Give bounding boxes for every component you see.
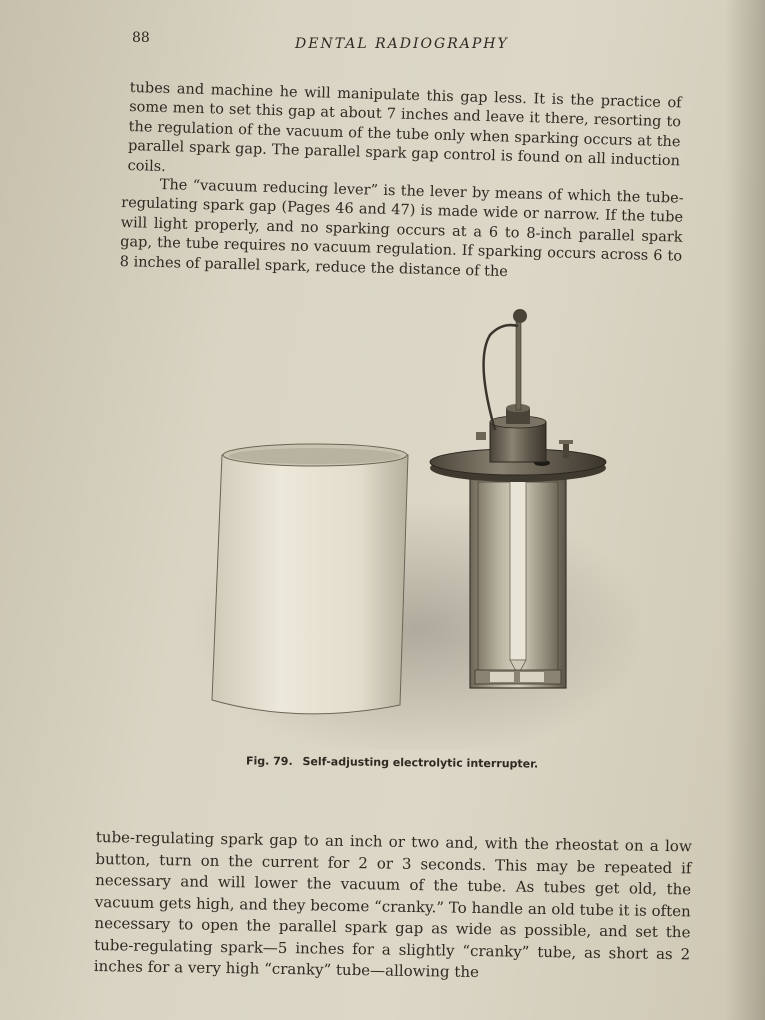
figure-label: Fig. 79. bbox=[245, 754, 293, 768]
paragraph-3: tube-regulating spark gap to an inch or two and, with the rheostat on a low button, turn on the current for 2 or 3 seconds. This may be repeated if necessary and will lower the vacuum of the tube. As tubes get old, the vacuum gets high, and they become “cranky.” To handle an old tube it is often necessary to open the parallel spark gap as wide as possible, and set the tube-regulating spark—5 inches for a slightly “cranky” tube, as short as 2 inches for a very high “cranky” tube—allowing the bbox=[93, 827, 692, 982]
paragraph-1: tubes and machine he will manipulate this gap less. It is the practice of some men to set this gap at about 7 inches and leave it there, resorting to the regulation of the vacuum of the tube only when sparking occurs at the parallel spark gap. The parallel spark gap control is found on all induction coils. bbox=[127, 79, 682, 175]
page-header bbox=[120, 28, 680, 68]
figure-illustration bbox=[150, 300, 640, 750]
paragraph-2: The “vacuum reducing lever” is the lever by means of which the tube-regulating spark gap (Pages 46 and 47) is made wide or narrow. If the tube will light properly, and no sparking occurs at a 6 to 8-inch parallel spark gap, the tube requires no vacuum regulation. If sparking occurs across 6 to 8 inches of parallel spark, reduce the distance of the bbox=[119, 176, 684, 280]
cylinder-jar bbox=[212, 444, 408, 714]
figure-caption bbox=[246, 754, 538, 770]
figure-caption-text: Self-adjusting electrolytic interrupter. bbox=[302, 755, 539, 771]
page-gutter-shadow bbox=[725, 0, 765, 1020]
page-number: 88 bbox=[132, 30, 150, 46]
running-head: DENTAL RADIOGRAPHY bbox=[295, 36, 509, 52]
